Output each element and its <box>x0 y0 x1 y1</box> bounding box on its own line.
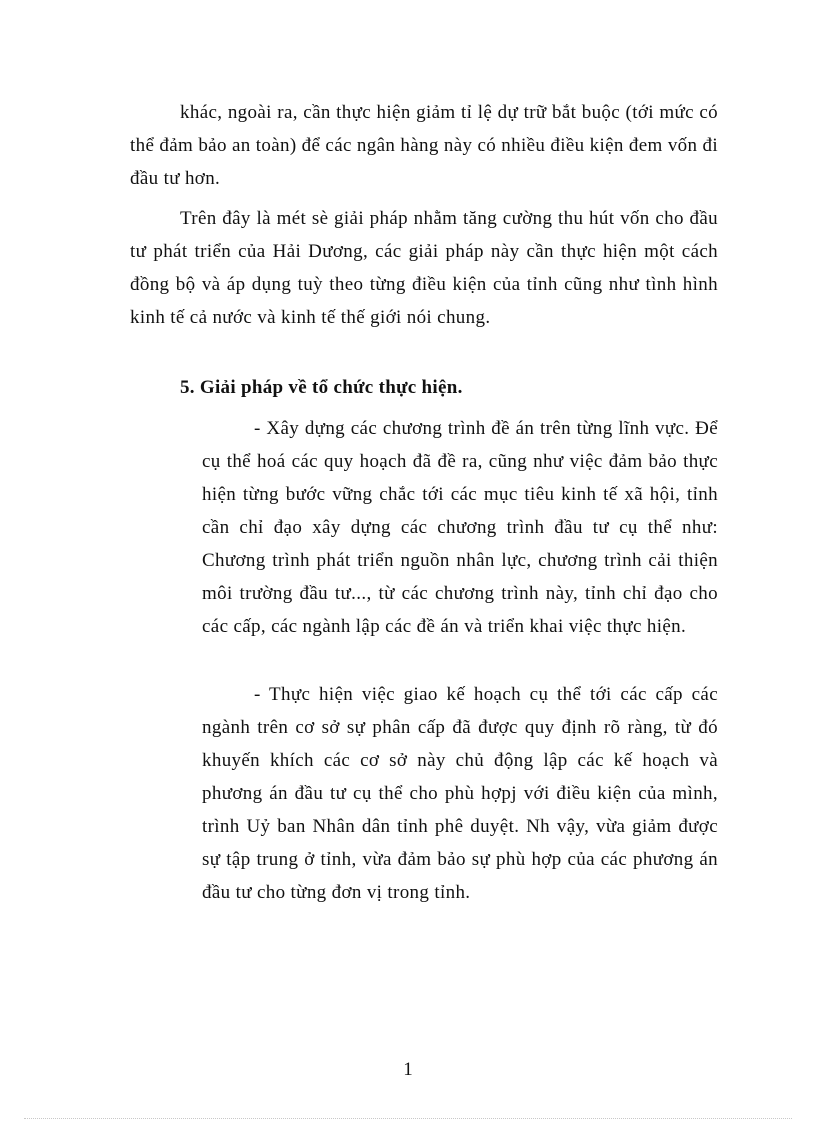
paragraph-1: khác, ngoài ra, cần thực hiện giảm tỉ lệ dự trữ bắt buộc (tới mức có thể đảm bảo an toàn) để các ngân hàng này có nhiều điều kiện đem vốn đi đầu tư hơn. <box>130 102 718 189</box>
page-number: 1 <box>403 1059 413 1080</box>
section-heading: 5. Giải pháp về tổ chức thực hiện. <box>180 377 463 398</box>
paragraph-2: Trên đây là mét sè giải pháp nhằm tăng cường thu hút vốn cho đầu tư phát triển của Hải Dương, các giải pháp này cần thực hiện một cách đồng bộ và áp dụng tuỳ theo từng điều kiện của tỉnh cũng như tình hình kinh tế cả nước và kinh tế thế giới nói chung. <box>130 208 718 328</box>
page-bottom-border <box>24 1118 792 1119</box>
bullet-item-1: - Xây dựng các chương trình đề án trên từng lĩnh vực. Để cụ thể hoá các quy hoạch đã đề ra, cũng như việc đảm bảo thực hiện từng bước vững chắc tới các mục tiêu kinh tế xã hội, tỉnh cần chỉ đạo xây dựng các chương trình đầu tư cụ thể như: Chương trình phát triển nguồn nhân lực, chương trình cải thiện môi trường đầu tư..., từ các chương trình này, tỉnh chỉ đạo cho các cấp, các ngành lập các đề án và triển khai việc thực hiện. <box>202 418 718 637</box>
bullet-item-2: - Thực hiện việc giao kế hoạch cụ thể tới các cấp các ngành trên cơ sở sự phân cấp đã được quy định rõ ràng, từ đó khuyến khích các cơ sở này chủ động lập các kế hoạch và phương án đầu tư cụ thể cho phù hợpj với điều kiện của mình, trình Uỷ ban Nhân dân tỉnh phê duyệt. Nh vậy, vừa giảm được sự tập trung ở tỉnh, vừa đảm bảo sự phù hợp của các phương án đầu tư cho từng đơn vị trong tỉnh. <box>202 684 718 903</box>
